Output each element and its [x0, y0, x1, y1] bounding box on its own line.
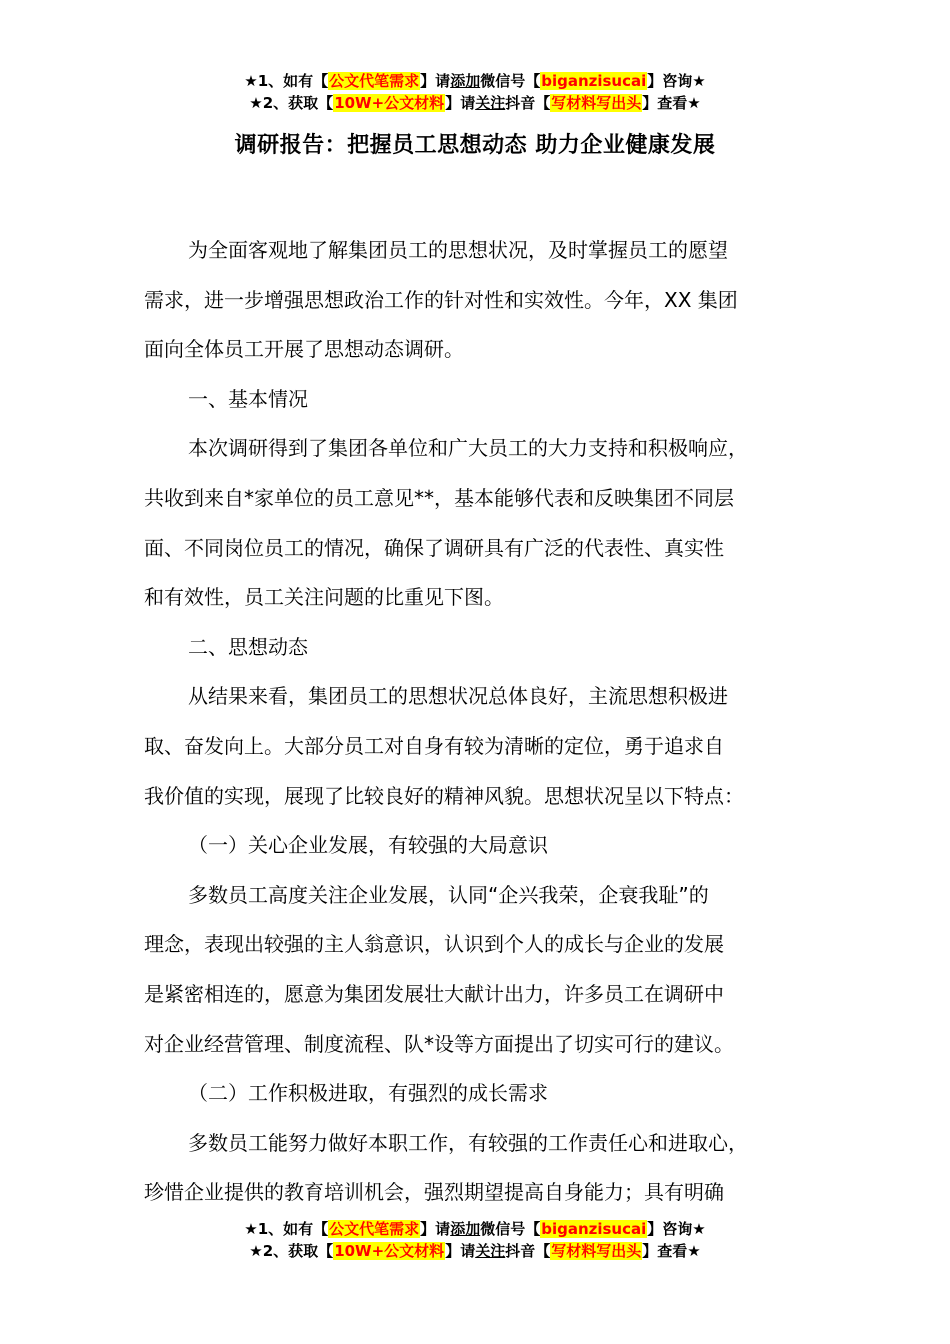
body-line: 是紧密相连的，愿意为集团发展壮大献计出力，许多员工在调研中: [144, 981, 724, 1006]
banner-underline: 添加: [450, 72, 481, 90]
body-line: 多数员工高度关注企业发展，认同“企兴我荣，企衰我耻”的: [188, 882, 709, 907]
bottom-banner: [0, 1218, 950, 1262]
banner-highlight: 公文代笔需求: [329, 1220, 420, 1238]
body-line: 面向全体员工开展了思想动态调研。: [144, 337, 464, 362]
subsection-heading: （一）关心企业发展，有较强的大局意识: [188, 833, 548, 858]
document-body: [144, 226, 834, 1218]
banner-text: 抖音【: [505, 1242, 551, 1260]
banner-text: 】请: [420, 72, 451, 90]
banner-line-1: [0, 1218, 950, 1240]
body-line: 对企业经营管理、制度流程、队*设等方面提出了切实可行的建议。: [144, 1031, 734, 1056]
top-banner: [0, 70, 950, 114]
banner-text: 】请: [445, 94, 476, 112]
document-title: 调研报告：把握员工思想动态 助力企业健康发展: [234, 133, 716, 158]
body-line: 取、奋发向上。大部分员工对自身有较为清晰的定位，勇于追求自: [144, 733, 724, 758]
banner-underline: 关注: [475, 1242, 506, 1260]
banner-text: 微信号【: [480, 72, 541, 90]
body-line: 理念，表现出较强的主人翁意识，认识到个人的成长与企业的发展: [144, 932, 724, 957]
banner-highlight: 10W+公文材料: [334, 94, 445, 112]
body-line: 面、不同岗位员工的情况，确保了调研具有广泛的代表性、真实性: [144, 535, 724, 560]
banner-text: ★2、获取【: [249, 94, 334, 112]
banner-text: 】咨询★: [647, 1220, 706, 1238]
banner-line-2: [0, 92, 950, 114]
body-line: 共收到来自*家单位的员工意见**，基本能够代表和反映集团不同层: [144, 485, 734, 510]
banner-highlight: biganzisucai: [541, 72, 647, 90]
body-line: 需求，进一步增强思想政治工作的针对性和实效性。今年，XX 集团: [144, 287, 738, 312]
banner-text: 微信号【: [480, 1220, 541, 1238]
banner-text: ★1、如有【: [244, 1220, 329, 1238]
banner-underline: 关注: [475, 94, 506, 112]
section-heading: 二、思想动态: [188, 634, 308, 659]
banner-text: 】请: [445, 1242, 476, 1260]
body-line: 和有效性，员工关注问题的比重见下图。: [144, 585, 504, 610]
body-line: 为全面客观地了解集团员工的思想状况，及时掌握员工的愿望: [188, 238, 728, 262]
banner-text: ★2、获取【: [249, 1242, 334, 1260]
subsection-heading: （二）工作积极进取，有强烈的成长需求: [188, 1081, 548, 1106]
banner-text: 抖音【: [505, 94, 551, 112]
banner-highlight: 写材料写出头: [551, 1242, 642, 1260]
banner-line-1: [0, 70, 950, 92]
body-line: 珍惜企业提供的教育培训机会，强烈期望提高自身能力；具有明确: [144, 1180, 724, 1205]
section-heading: 一、基本情况: [188, 386, 308, 411]
banner-text: 】查看★: [642, 94, 701, 112]
body-line: 多数员工能努力做好本职工作，有较强的工作责任心和进取心，: [188, 1130, 748, 1155]
banner-text: 】请: [420, 1220, 451, 1238]
banner-highlight: 10W+公文材料: [334, 1242, 445, 1260]
body-line: 我价值的实现，展现了比较良好的精神风貌。思想状况呈以下特点：: [144, 783, 744, 808]
body-line: 从结果来看，集团员工的思想状况总体良好，主流思想积极进: [188, 684, 728, 709]
banner-text: ★1、如有【: [244, 72, 329, 90]
banner-text: 】查看★: [642, 1242, 701, 1260]
banner-highlight: 写材料写出头: [551, 94, 642, 112]
banner-highlight: 公文代笔需求: [329, 72, 420, 90]
banner-line-2: [0, 1240, 950, 1262]
banner-text: 】咨询★: [647, 72, 706, 90]
banner-underline: 添加: [450, 1220, 481, 1238]
body-line: 本次调研得到了集团各单位和广大员工的大力支持和积极响应，: [188, 436, 748, 461]
banner-highlight: biganzisucai: [541, 1220, 647, 1238]
